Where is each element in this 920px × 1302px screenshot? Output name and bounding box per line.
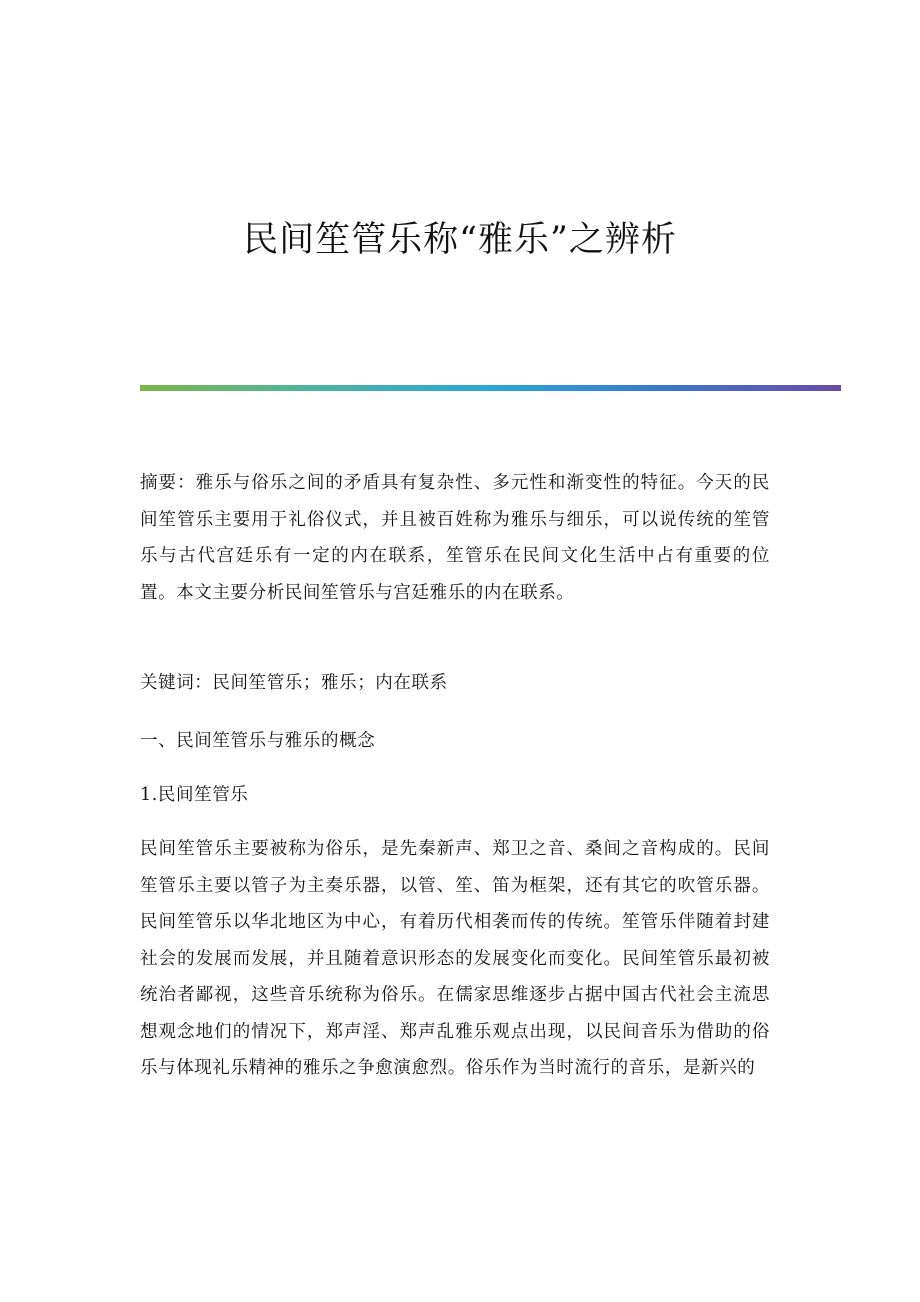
body-paragraph: 民间笙管乐主要被称为俗乐，是先秦新声、郑卫之音、桑间之音构成的。民间笙管乐主要以管子为主奏乐器，以管、笙、笛为框架，还有其它的吹管乐器。民间笙管乐以华北地区为中心，有着历代相袭而传的传统。笙管乐伴随着封建社会的发展而发展，并且随着意识形态的发展变化而变化。民间笙管乐最初被统治者鄙视，这些音乐统称为俗乐。在儒家思维逐步占据中国古代社会主流思想观念地们的情况下，郑声淫、郑声乱雅乐观点出现，以民间音乐为借助的俗乐与体现礼乐精神的雅乐之争愈演愈烈。俗乐作为当时流行的音乐，是新兴的 xyxy=(140,839,770,1078)
document-title: 民间笙管乐称“雅乐”之辨析 xyxy=(243,220,677,260)
abstract-paragraph: 摘要：雅乐与俗乐之间的矛盾具有复杂性、多元性和渐变性的特征。今天的民间笙管乐主要用于礼俗仪式，并且被百姓称为雅乐与细乐，可以说传统的笙管乐与古代宫廷乐有一定的内在联系，笙管乐在民间文化生活中占有重要的位置。本文主要分析民间笙管乐与宫廷雅乐的内在联系。 xyxy=(140,473,770,603)
gradient-divider xyxy=(140,385,841,391)
subsection-heading: 1.民间笙管乐 xyxy=(140,785,249,805)
keywords-line: 关键词：民间笙管乐；雅乐；内在联系 xyxy=(140,673,448,693)
section-heading: 一、民间笙管乐与雅乐的概念 xyxy=(140,731,376,751)
